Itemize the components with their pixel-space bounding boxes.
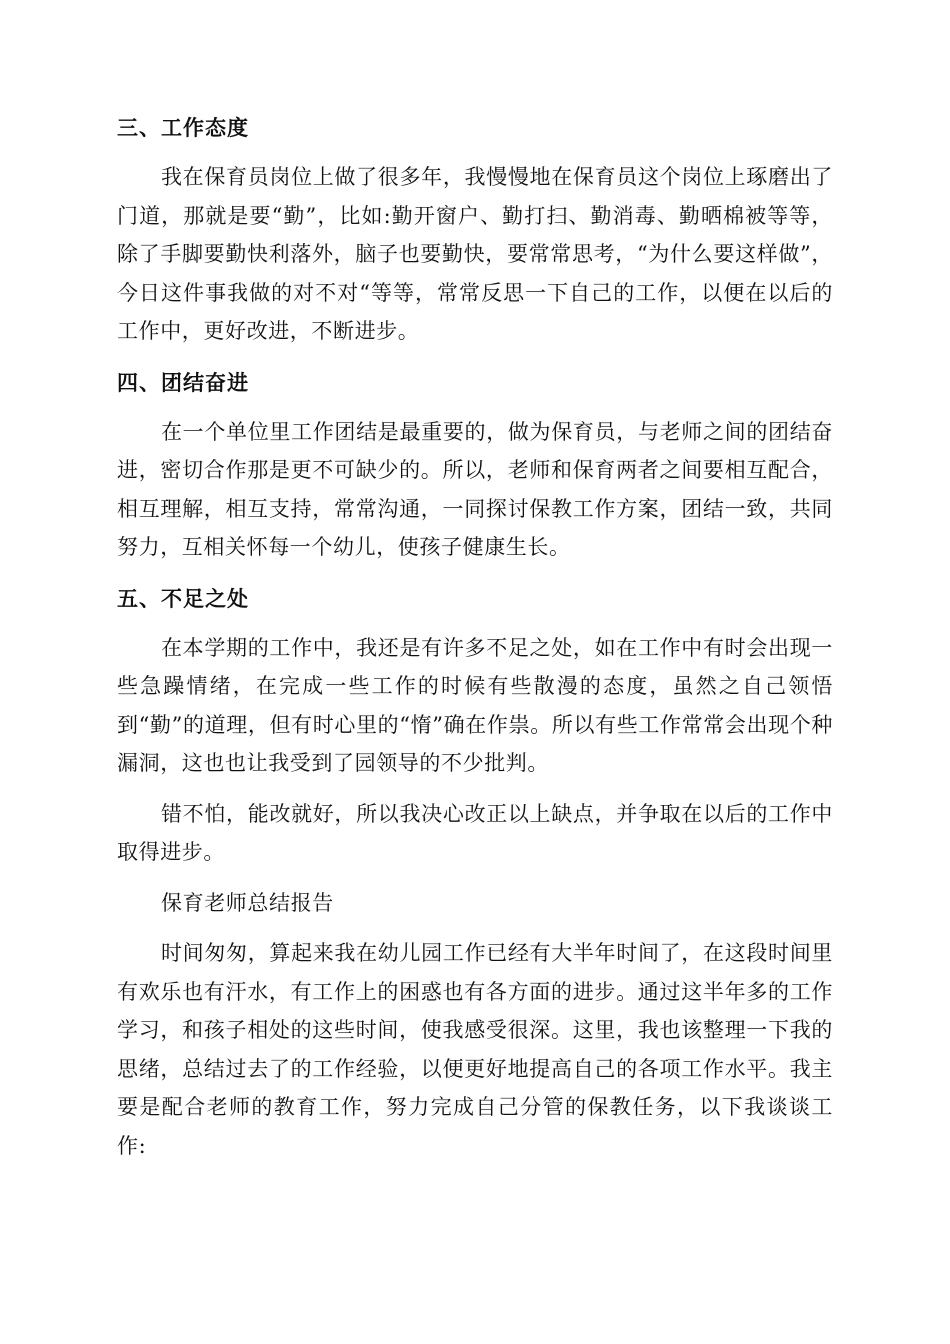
- paragraph-unity: 在一个单位里工作团结是最重要的，做为保育员，与老师之间的团结奋进，密切合作那是更不可缺少的。所以，老师和保育两者之间要相互配合，相互理解，相互支持，常常沟通，一同探讨保教工作方案，团结一致，共同努力，互相关怀每一个幼儿，使孩子健康生长。: [117, 419, 833, 559]
- report-subtitle: 保育老师总结报告: [161, 890, 334, 915]
- document-page: [117, 108, 833, 1177]
- section-heading-unity: 四、团结奋进: [117, 370, 249, 395]
- paragraph-resolution: 错不怕，能改就好，所以我决心改正以上缺点，并争取在以后的工作中取得进步。: [117, 801, 833, 864]
- paragraph-attitude: 我在保育员岗位上做了很多年，我慢慢地在保育员这个岗位上琢磨出了门道，那就是要“勤”，比如:勤开窗户、勤打扫、勤消毒、勤晒棉被等等，除了手脚要勤快利落外，脑子也要勤快，要常常思考，“为什么要这样做”，今日这件事我做的对不对“等等，常常反思一下自己的工作，以便在以后的工作中，更好改进，不断进步。: [117, 165, 833, 343]
- paragraph-shortcomings: 在本学期的工作中，我还是有许多不足之处，如在工作中有时会出现一些急躁情绪，在完成一些工作的时候有些散漫的态度，虽然之自己领悟到“勤”的道理，但有时心里的“惰”确在作祟。所以有些工作常常会出现个种漏洞，这也也让我受到了园领导的不少批判。: [117, 635, 833, 775]
- paragraph-report-intro: 时间匆匆，算起来我在幼儿园工作已经有大半年时间了，在这段时间里有欢乐也有汗水，有工作上的困惑也有各方面的进步。通过这半年多的工作学习，和孩子相处的这些时间，使我感受很深。这里，我也该整理一下我的思绪，总结过去了的工作经验，以便更好地提高自己的各项工作水平。我主要是配合老师的教育工作，努力完成自己分管的保教任务，以下我谈谈工作:: [117, 941, 833, 1158]
- section-heading-shortcomings: 五、不足之处: [117, 586, 249, 611]
- section-heading-attitude: 三、工作态度: [117, 116, 249, 140]
